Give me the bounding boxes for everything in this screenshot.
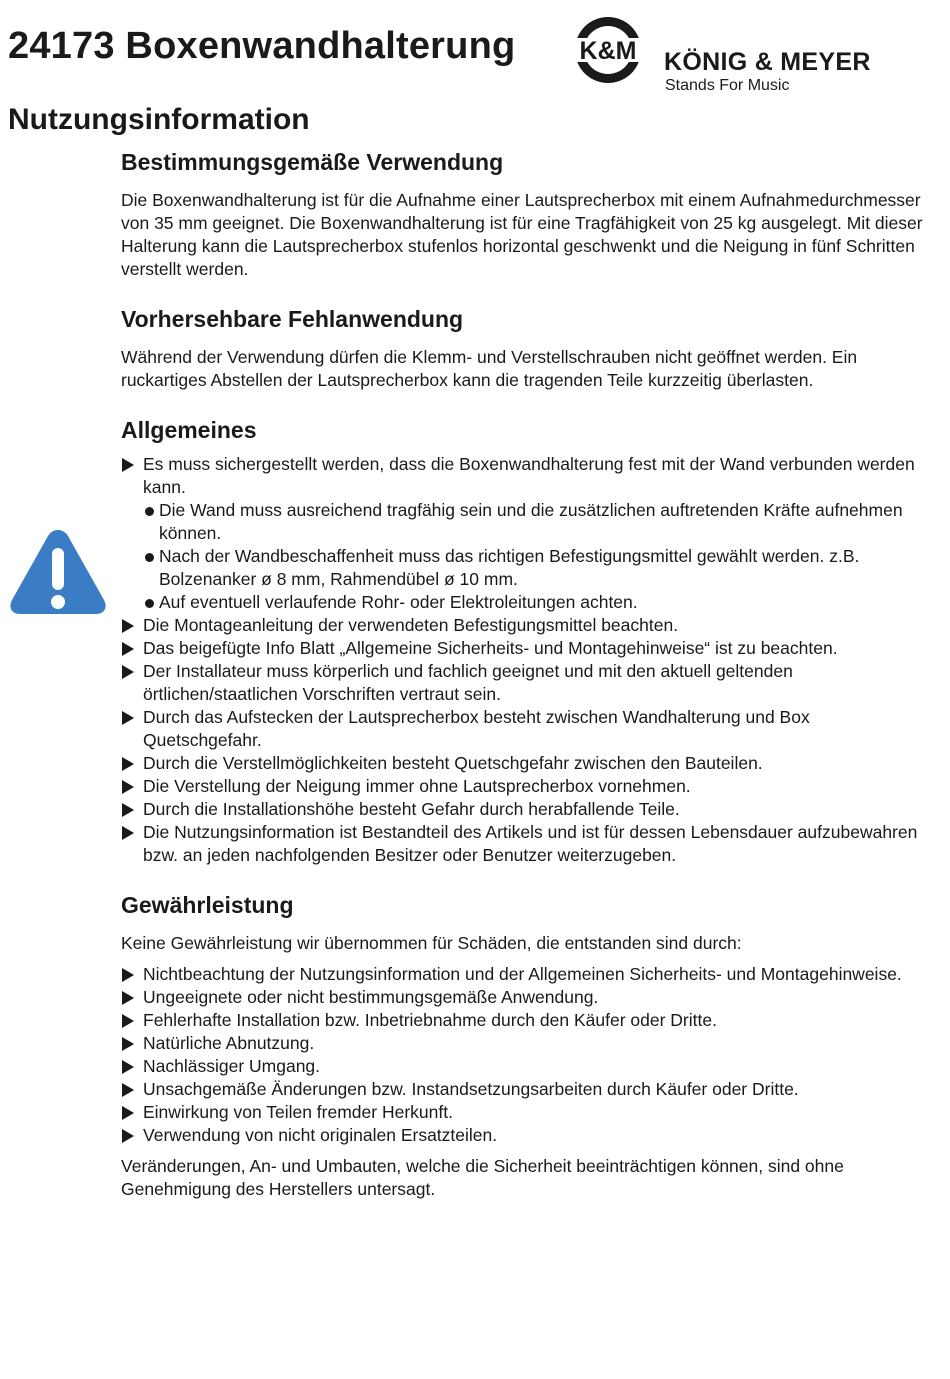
sub-list <box>143 499 931 614</box>
section-general <box>121 415 931 867</box>
list-item: Die Verstellung der Neigung immer ohne Lautsprecherbox vornehmen. <box>121 775 931 798</box>
warranty-list <box>121 963 931 1147</box>
list-item: Natürliche Abnutzung. <box>121 1032 931 1055</box>
section-intended-use <box>121 147 931 281</box>
list-item <box>121 453 931 614</box>
sub-list-item: Auf eventuell verlaufende Rohr- oder Elektroleitungen achten. <box>143 591 931 614</box>
section-text: Während der Verwendung dürfen die Klemm- und Verstellschrauben nicht geöffnet werden. Ein ruckartiges Abstellen der Lautsprecherbox kann die tragenden Teile kurzzeitig überlasten. <box>121 347 858 390</box>
list-item: Unsachgemäße Änderungen bzw. Instandsetzungsarbeiten durch Käufer oder Dritte. <box>121 1078 931 1101</box>
general-list <box>121 453 931 867</box>
document-body <box>121 147 931 1224</box>
logo-mark-text: K&M <box>579 37 637 65</box>
list-item: Nachlässiger Umgang. <box>121 1055 931 1078</box>
section-title: Bestimmungsgemäße Verwendung <box>121 149 504 175</box>
logo-brand-name: KÖNIG & MEYER <box>664 48 871 76</box>
section-title: Gewährleistung <box>121 892 294 918</box>
list-item: Ungeeignete oder nicht bestimmungsgemäße Anwendung. <box>121 986 931 1009</box>
warranty-intro: Keine Gewährleistung wir übernommen für Schäden, die entstanden sind durch: <box>121 933 742 953</box>
list-item: Durch die Installationshöhe besteht Gefahr durch herabfallende Teile. <box>121 798 931 821</box>
list-item: Das beigefügte Info Blatt „Allgemeine Sicherheits- und Montagehinweise“ ist zu beachten. <box>121 637 931 660</box>
list-item: Die Montageanleitung der verwendeten Befestigungsmittel beachten. <box>121 614 931 637</box>
section-title: Vorhersehbare Fehlanwendung <box>121 306 464 332</box>
list-item-text: Es muss sichergestellt werden, dass die Boxenwandhalterung fest mit der Wand verbunden werden kann. <box>143 454 915 497</box>
list-item: Die Nutzungsinformation ist Bestandteil des Artikels und ist für dessen Lebensdauer aufzubewahren bzw. an jeden nachfolgenden Besitzer oder Benutzer weiterzugeben. <box>121 821 931 867</box>
list-item: Verwendung von nicht originalen Ersatzteilen. <box>121 1124 931 1147</box>
logo-tagline: Stands For Music <box>665 77 790 94</box>
document-heading: Nutzungsinformation <box>8 103 310 136</box>
km-logo-mark-icon <box>568 14 648 86</box>
list-item: Einwirkung von Teilen fremder Herkunft. <box>121 1101 931 1124</box>
list-item: Fehlerhafte Installation bzw. Inbetriebnahme durch den Käufer oder Dritte. <box>121 1009 931 1032</box>
warning-triangle-icon <box>8 526 108 618</box>
list-item: Durch das Aufstecken der Lautsprecherbox besteht zwischen Wandhalterung und Box Quetschgefahr. <box>121 706 931 752</box>
section-title: Allgemeines <box>121 417 257 443</box>
page-title: 24173 Boxenwandhalterung <box>8 25 516 67</box>
list-item: Nichtbeachtung der Nutzungsinformation und der Allgemeinen Sicherheits- und Montagehinweise. <box>121 963 931 986</box>
section-misuse <box>121 304 931 392</box>
sub-list-item: Nach der Wandbeschaffenheit muss das richtigen Befestigungsmittel gewählt werden. z.B. Bolzenanker ø 8 mm, Rahmendübel ø 10 mm. <box>143 545 931 591</box>
km-logo <box>568 14 938 94</box>
list-item: Durch die Verstellmöglichkeiten besteht Quetschgefahr zwischen den Bauteilen. <box>121 752 931 775</box>
section-warranty <box>121 890 931 1201</box>
list-item: Der Installateur muss körperlich und fachlich geeignet und mit den aktuell geltenden örtlichen/staatlichen Vorschriften vertraut sein. <box>121 660 931 706</box>
section-text: Die Boxenwandhalterung ist für die Aufnahme einer Lautsprecherbox mit einem Aufnahmedurchmesser von 35 mm geeignet. Die Boxenwandhalterung ist für eine Tragfähigkeit von 25 kg ausgelegt. Mit dieser Halterung kann die Lautsprecherbox stufenlos horizontal geschwenkt und die Neigung in fünf Schritten verstellt werden. <box>121 190 923 279</box>
sub-list-item: Die Wand muss ausreichend tragfähig sein und die zusätzlichen auftretenden Kräfte aufnehmen können. <box>143 499 931 545</box>
warranty-closing: Veränderungen, An- und Umbauten, welche die Sicherheit beeinträchtigen können, sind ohne Genehmigung des Herstellers untersagt. <box>121 1156 844 1199</box>
